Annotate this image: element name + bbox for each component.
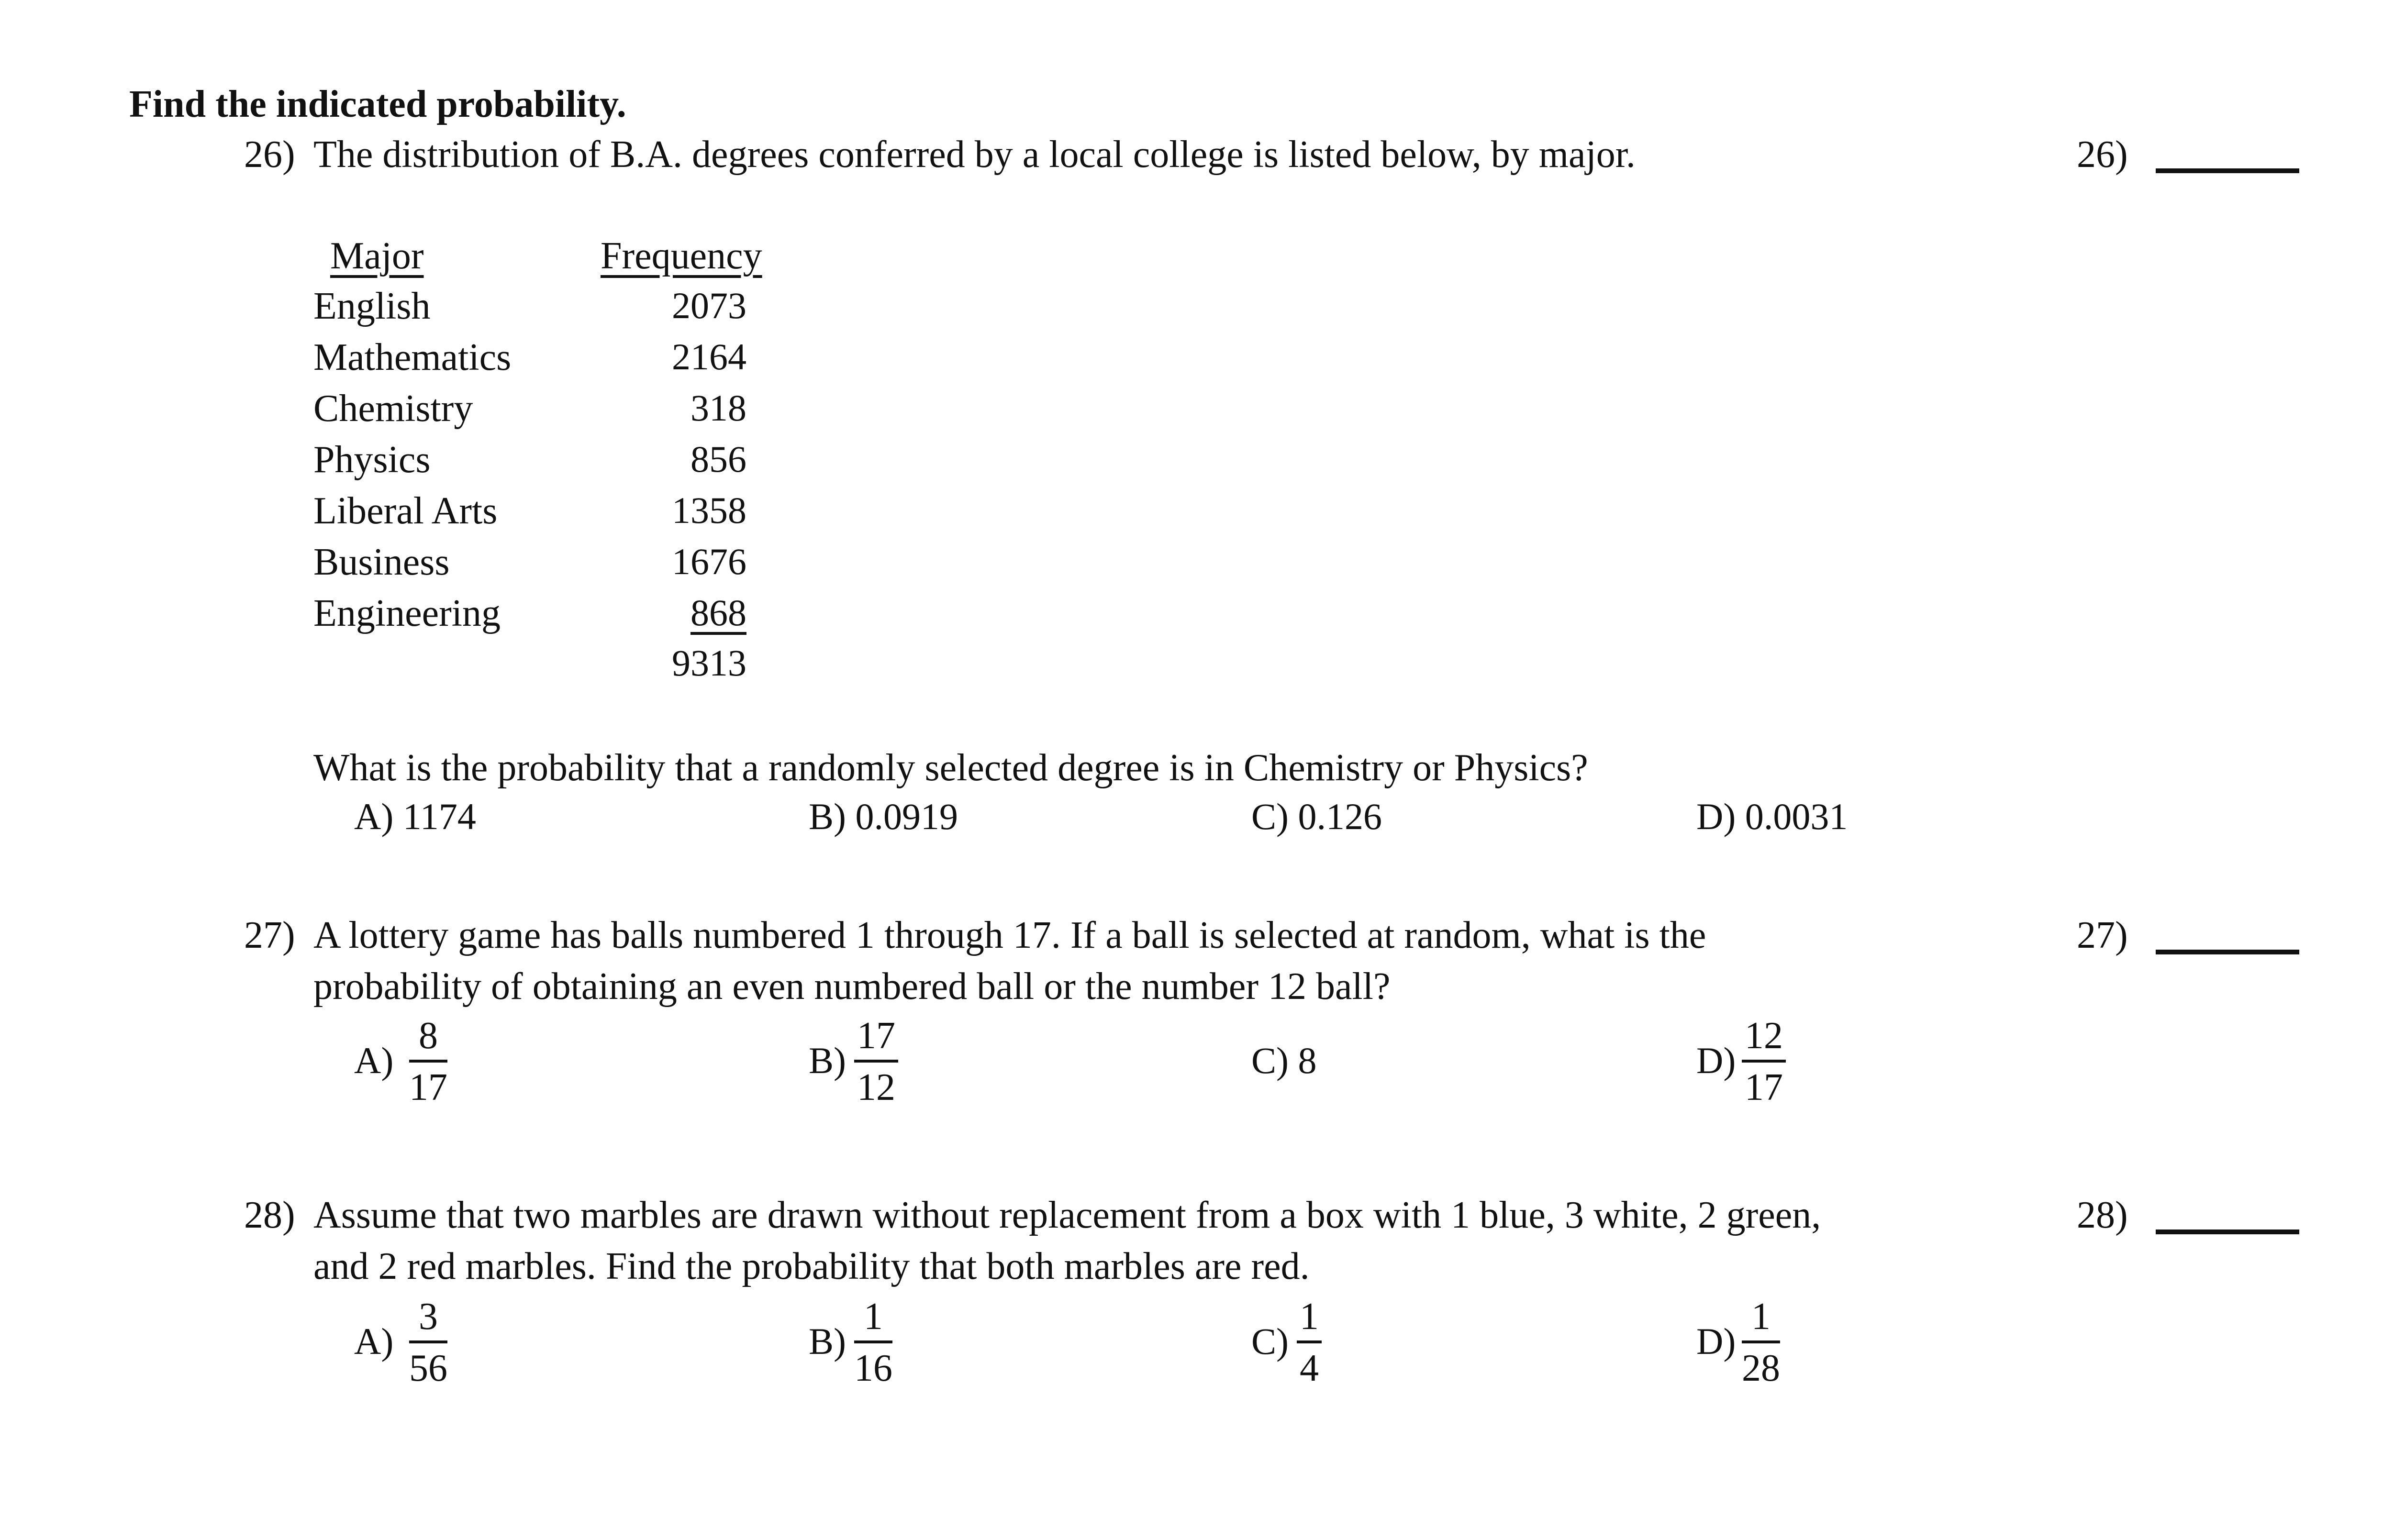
fraction-numerator: 8 [419,1015,438,1057]
q28-option-d-fraction [1742,1297,1780,1387]
q28-answer-blank[interactable] [2156,1230,2299,1234]
q27-number: 27) [244,914,295,956]
q28-option-c-label[interactable]: C) [1251,1320,1289,1362]
q27-option-a-label[interactable]: A) [354,1040,394,1081]
table-frequency-cell: 2164 [672,336,746,377]
option-label: D) [1696,796,1736,837]
fraction-denominator: 12 [857,1066,895,1108]
q27-option-b-label[interactable]: B) [809,1040,846,1081]
fraction-denominator: 16 [854,1347,892,1389]
table-frequency-cell: 1358 [672,489,746,531]
q27-option-a-fraction [409,1017,447,1107]
q26-option-a[interactable] [354,798,476,835]
q27-answer-blank[interactable] [2156,950,2299,954]
q26-option-c[interactable] [1251,798,1382,835]
table-frequency-cell: 2073 [672,285,746,326]
table-header-major: Major [330,235,424,277]
q28-option-b-fraction [854,1297,892,1387]
option-value: 0.126 [1298,796,1382,837]
option-label: C) [1251,796,1289,837]
option-value: 8 [1298,1040,1317,1081]
q27-text-line1: A lottery game has balls numbered 1 through 17. If a ball is selected at random, what is the [313,914,1706,956]
fraction-denominator: 56 [409,1347,447,1389]
table-major-cell: English [313,285,431,327]
fraction-numerator: 17 [857,1015,895,1057]
q27-option-d-label[interactable]: D) [1696,1040,1736,1081]
option-label: C) [1251,1040,1289,1081]
fraction-numerator: 12 [1745,1015,1783,1057]
option-value: 0.0919 [855,796,958,837]
q27-option-b-fraction [854,1017,898,1107]
fraction-denominator: 28 [1742,1347,1780,1389]
q28-option-a-fraction [409,1297,447,1387]
fraction-denominator: 4 [1300,1347,1319,1389]
table-frequency-cell: 1676 [672,541,746,582]
table-major-cell: Physics [313,439,431,481]
q26-question: What is the probability that a randomly selected degree is in Chemistry or Physics? [313,747,1588,789]
q28-option-c-fraction [1297,1297,1322,1387]
section-heading: Find the indicated probability. [129,83,626,125]
table-frequency-cell: 318 [690,387,746,429]
q28-option-a-label[interactable]: A) [354,1320,394,1362]
option-value: 1174 [402,796,476,837]
q26-option-d[interactable] [1696,798,1848,835]
option-label: A) [354,796,394,837]
q26-option-b[interactable] [809,798,958,835]
table-frequency-cell: 868 [690,592,746,633]
q28-text-line1: Assume that two marbles are drawn without replacement from a box with 1 blue, 3 white, 2 green, [313,1194,1821,1236]
q27-answer-label: 27) [2077,914,2128,956]
table-major-cell: Business [313,541,450,583]
table-total: 9313 [672,642,746,684]
table-major-cell: Mathematics [313,336,512,378]
q28-answer-label: 28) [2077,1194,2128,1236]
fraction-denominator: 17 [1745,1066,1783,1108]
q26-number: 26) [244,133,295,176]
q27-text-line2: probability of obtaining an even numbered ball or the number 12 ball? [313,965,1391,1008]
q28-number: 28) [244,1194,295,1236]
table-header-frequency: Frequency [601,235,762,277]
fraction-numerator: 1 [1751,1296,1771,1338]
q27-option-d-fraction [1742,1017,1786,1107]
q28-text-line2: and 2 red marbles. Find the probability that both marbles are red. [313,1245,1310,1287]
q28-option-d-label[interactable]: D) [1696,1320,1736,1362]
option-label: B) [809,796,846,837]
table-major-cell: Chemistry [313,388,473,430]
q26-answer-label: 26) [2077,133,2128,176]
table-major-cell: Engineering [313,592,501,634]
q28-option-b-label[interactable]: B) [809,1320,846,1362]
option-value: 0.0031 [1745,796,1848,837]
q26-answer-blank[interactable] [2156,168,2299,173]
table-frequency-cell: 856 [690,438,746,480]
table-major-cell: Liberal Arts [313,490,498,532]
fraction-denominator: 17 [409,1066,447,1108]
fraction-numerator: 3 [419,1296,438,1338]
q26-text: The distribution of B.A. degrees conferred by a local college is listed below, by major. [313,133,1636,176]
fraction-numerator: 1 [1300,1296,1319,1338]
fraction-numerator: 1 [864,1296,883,1338]
q27-option-c[interactable] [1251,1042,1317,1079]
